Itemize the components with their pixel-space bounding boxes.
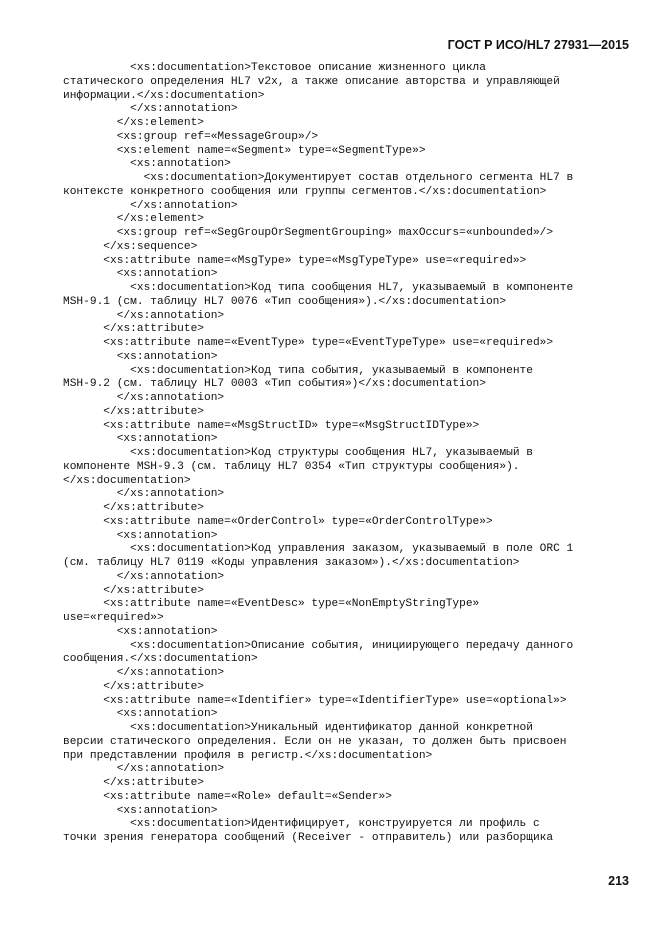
code-line: </xs:element> <box>63 117 204 129</box>
code-line: версии статического определения. Если он не указан, то должен быть присвоен <box>63 735 567 748</box>
code-line: </xs:annotation> <box>63 309 225 322</box>
code-line: </xs:attribute> <box>63 680 205 693</box>
code-line: </xs:attribute> <box>63 502 205 514</box>
code-line: </xs:sequence> <box>63 240 198 253</box>
code-line: <xs:annotation> <box>63 433 218 446</box>
code-line: <xs:annotation> <box>63 268 218 281</box>
code-line: <xs:documentation>Код управления заказом, указываемый в поле ORC 1 <box>63 543 574 556</box>
code-line: </xs:annotation> <box>63 103 238 116</box>
code-line: <xs:documentation>Код структуры сообщения HL7, указываемый в <box>63 447 533 459</box>
code-line: <xs:attribute name=«Identifier» type=«IdentifierType» use=«optional»> <box>63 694 567 707</box>
code-line: <xs:annotation> <box>63 529 218 542</box>
code-line: </xs:annotation> <box>63 763 225 776</box>
page-number: 213 <box>608 874 629 888</box>
code-line: MSH-9.1 (см. таблицу HL7 0076 «Тип сообщения»).</xs:documentation> <box>63 295 507 308</box>
code-line: </xs:documentation> <box>63 474 191 487</box>
code-line: <xs:annotation> <box>63 350 218 363</box>
code-line: <xs:element name=«Segment» type=«SegmentType»> <box>63 144 426 157</box>
code-line: <xs:attribute name=«MsgStructID» type=«MsgStructIDType»> <box>63 419 480 432</box>
code-line: </xs:attribute> <box>63 405 205 418</box>
code-line: компоненте MSH-9.3 (см. таблицу HL7 0354 «Тип структуры сообщения»). <box>63 460 520 473</box>
code-line: <xs:attribute name=«OrderControl» type=«OrderControlType»> <box>63 515 493 528</box>
code-line: <xs:documentation>Идентифицирует, конструируется ли профиль с <box>63 818 540 831</box>
code-line: <xs:documentation>Описание события, инициирующего передачу данного <box>63 639 574 652</box>
code-line: <xs:group ref=«MessageGroup»/> <box>63 130 319 143</box>
code-line: </xs:annotation> <box>63 199 238 212</box>
code-line: <xs:attribute name=«EventDesc» type=«NonEmptyStringType» <box>63 598 480 611</box>
code-line: при представлении профиля в регистр.</xs:documentation> <box>63 749 433 762</box>
code-line: сообщения.</xs:documentation> <box>63 653 258 666</box>
code-line: </xs:annotation> <box>63 488 225 501</box>
xml-code-listing <box>63 62 633 846</box>
code-line: <xs:group ref=«SegGroupOrSegmentGrouping» maxOccurs=«unbounded»/> <box>63 227 554 239</box>
code-line: информации.</xs:documentation> <box>63 89 265 102</box>
code-line: <xs:annotation> <box>63 708 218 721</box>
code-line: <xs:annotation> <box>63 625 218 638</box>
code-line: контексте конкретного сообщения или группы сегментов.</xs:documentation> <box>63 185 547 198</box>
code-line: </xs:attribute> <box>63 584 205 597</box>
code-line: <xs:attribute name=«MsgType» type=«MsgTypeType» use=«required»> <box>63 254 527 267</box>
code-line: <xs:documentation>Код типа события, указываемый в компоненте <box>63 364 533 377</box>
code-line: <xs:documentation>Уникальный идентификатор данной конкретной <box>63 722 533 734</box>
code-line: </xs:annotation> <box>63 667 225 679</box>
page-header: ГОСТ Р ИСО/HL7 27931—2015 <box>447 38 629 52</box>
code-line: (см. таблицу HL7 0119 «Коды управления заказом»).</xs:documentation> <box>63 557 520 569</box>
code-line: </xs:annotation> <box>63 570 225 583</box>
code-line: <xs:documentation>Текстовое описание жизненного цикла <box>63 62 486 74</box>
code-line: <xs:annotation> <box>63 158 231 171</box>
code-line: </xs:attribute> <box>63 323 205 336</box>
code-line: <xs:attribute name=«EventType» type=«EventTypeType» use=«required»> <box>63 337 554 349</box>
code-line: </xs:annotation> <box>63 392 225 404</box>
code-line: MSH-9.2 (см. таблицу HL7 0003 «Тип события»)</xs:documentation> <box>63 378 486 391</box>
code-line: </xs:attribute> <box>63 777 205 789</box>
code-line: <xs:annotation> <box>63 804 218 817</box>
code-line: <xs:documentation>Код типа сообщения HL7, указываемый в компоненте <box>63 282 574 294</box>
code-line: </xs:element> <box>63 213 204 226</box>
code-line: статического определения HL7 v2x, а также описание авторства и управляющей <box>63 75 560 88</box>
code-line: <xs:attribute name=«Role» default=«Sender»> <box>63 790 392 803</box>
code-line: точки зрения генератора сообщений (Receiver - отправитель) или разборщика <box>63 832 554 844</box>
code-line: use=«required»> <box>63 612 164 624</box>
code-line: <xs:documentation>Документирует состав отдельного сегмента HL7 в <box>63 172 574 184</box>
